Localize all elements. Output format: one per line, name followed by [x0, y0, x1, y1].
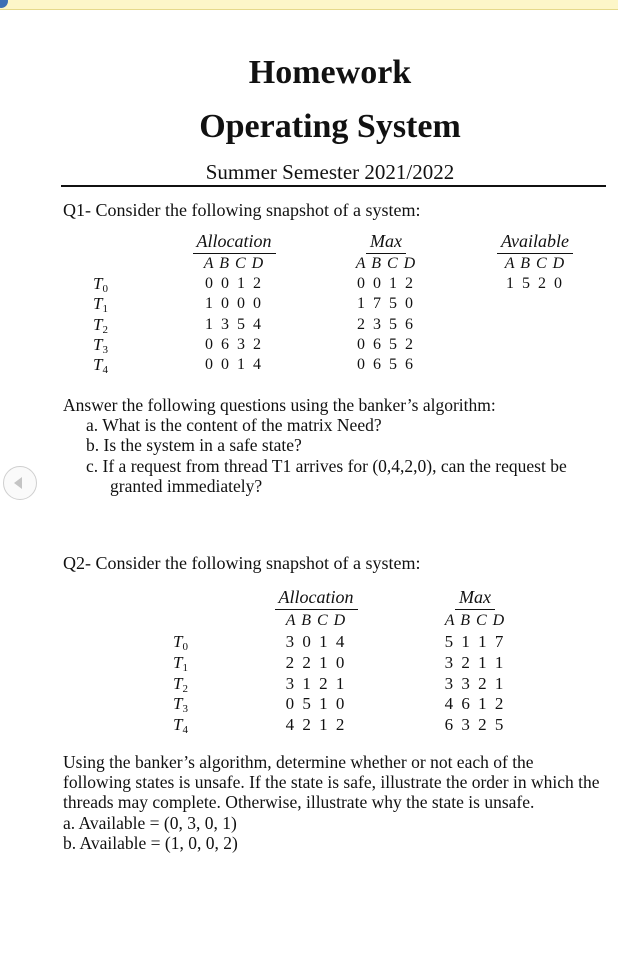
q1-thread-3: $T_3$	[93, 334, 108, 356]
q2-questions	[63, 752, 603, 853]
q1-max-column	[346, 274, 426, 375]
q1-available-row: 1 5 2 0	[506, 275, 564, 292]
q1-allocation-row: 0 0 1 2	[205, 275, 263, 292]
q1-max-row: 0 0 1 2	[357, 275, 415, 292]
q1-allocation-row: 1 0 0 0	[205, 295, 263, 313]
q2-max-column	[435, 632, 515, 736]
q1-thread-1: $T_1$	[93, 294, 108, 316]
info-icon	[0, 0, 8, 8]
q2-max-row: 3 3 2 1	[444, 673, 506, 693]
q1-max-header: Max	[348, 230, 424, 254]
top-notification-bar	[0, 0, 618, 10]
q2-item-b: b. Available = (1, 0, 0, 2)	[63, 832, 238, 853]
q2-allocation-row: 3 0 1 4	[285, 632, 347, 651]
q2-max-row: 3 2 1 1	[444, 652, 506, 672]
q1-max-resources: A B C D	[355, 255, 417, 272]
semester-label: Summer Semester 2021/2022	[205, 160, 455, 184]
q2-thread-1: $T_1$	[173, 652, 188, 674]
q1-allocation-column	[194, 274, 274, 375]
q2-allocation-column	[276, 632, 356, 736]
q1-questions	[63, 395, 603, 496]
doc-title-line2: Operating System	[199, 108, 461, 145]
q2-max-header: Max	[438, 586, 512, 610]
q2-thread-4: $T_4$	[173, 715, 188, 737]
q2-prompt: Q2- Consider the following snapshot of a system:	[63, 553, 421, 573]
q1-item-b: b. Is the system in a safe state?	[86, 435, 302, 456]
q2-thread-0: $T_0$	[173, 632, 188, 653]
q1-instruction: Answer the following questions using the banker’s algorithm:	[63, 395, 496, 415]
q2-allocation-header: Allocation	[266, 586, 366, 610]
q2-allocation-row: 3 1 2 1	[285, 673, 347, 693]
q1-thread-4: $T_4$	[93, 355, 108, 377]
chevron-left-icon[interactable]	[3, 466, 37, 500]
q1-available-header: Available	[488, 230, 582, 254]
q1-allocation-resources: A B C D	[203, 255, 265, 272]
q2-max-row: 6 3 2 5	[444, 715, 506, 735]
q1-available-column	[495, 274, 575, 294]
q1-max-row: 1 7 5 0	[357, 295, 415, 313]
q1-allocation-row: 0 6 3 2	[205, 335, 263, 353]
q1-item-a: a. What is the content of the matrix Need?	[86, 415, 382, 436]
q2-allocation-row: 2 2 1 0	[285, 652, 347, 672]
q2-max-row: 5 1 1 7	[444, 632, 506, 651]
q1-item-c: c. If a request from thread T1 arrives for (0,4,2,0), can the request be granted immediately?	[86, 455, 567, 496]
q1-max-row: 2 3 5 6	[357, 315, 415, 333]
doc-title-line1: Homework	[248, 54, 412, 91]
q2-allocation-row: 4 2 1 2	[285, 715, 347, 735]
header-divider	[61, 185, 606, 187]
q2-item-a: a. Available = (0, 3, 0, 1)	[63, 812, 237, 833]
q2-max-resources: A B C D	[444, 612, 506, 629]
q1-allocation-row: 1 3 5 4	[205, 315, 263, 333]
q2-instruction: Using the banker’s algorithm, determine whether or not each of the following states is unsafe. If the state is safe, illustrate the order in which the threads may complete. Otherwise, illustrate why the state is unsafe.	[63, 752, 600, 813]
q2-max-row: 4 6 1 2	[444, 694, 506, 714]
q2-thread-2: $T_2$	[173, 673, 188, 695]
q1-thread-labels	[93, 274, 108, 375]
q2-thread-labels	[173, 632, 188, 736]
q1-max-row: 0 6 5 6	[357, 356, 415, 374]
q1-prompt: Q1- Consider the following snapshot of a system:	[63, 200, 421, 220]
q1-allocation-header: Allocation	[184, 230, 284, 254]
q2-allocation-row: 0 5 1 0	[285, 694, 347, 714]
q1-allocation-row: 0 0 1 4	[205, 356, 263, 374]
q2-allocation-resources: A B C D	[285, 612, 347, 629]
q1-thread-2: $T_2$	[93, 314, 108, 336]
q1-available-resources: A B C D	[504, 255, 566, 272]
q2-thread-3: $T_3$	[173, 694, 188, 716]
q1-thread-0: $T_0$	[93, 274, 108, 295]
q1-max-row: 0 6 5 2	[357, 335, 415, 353]
